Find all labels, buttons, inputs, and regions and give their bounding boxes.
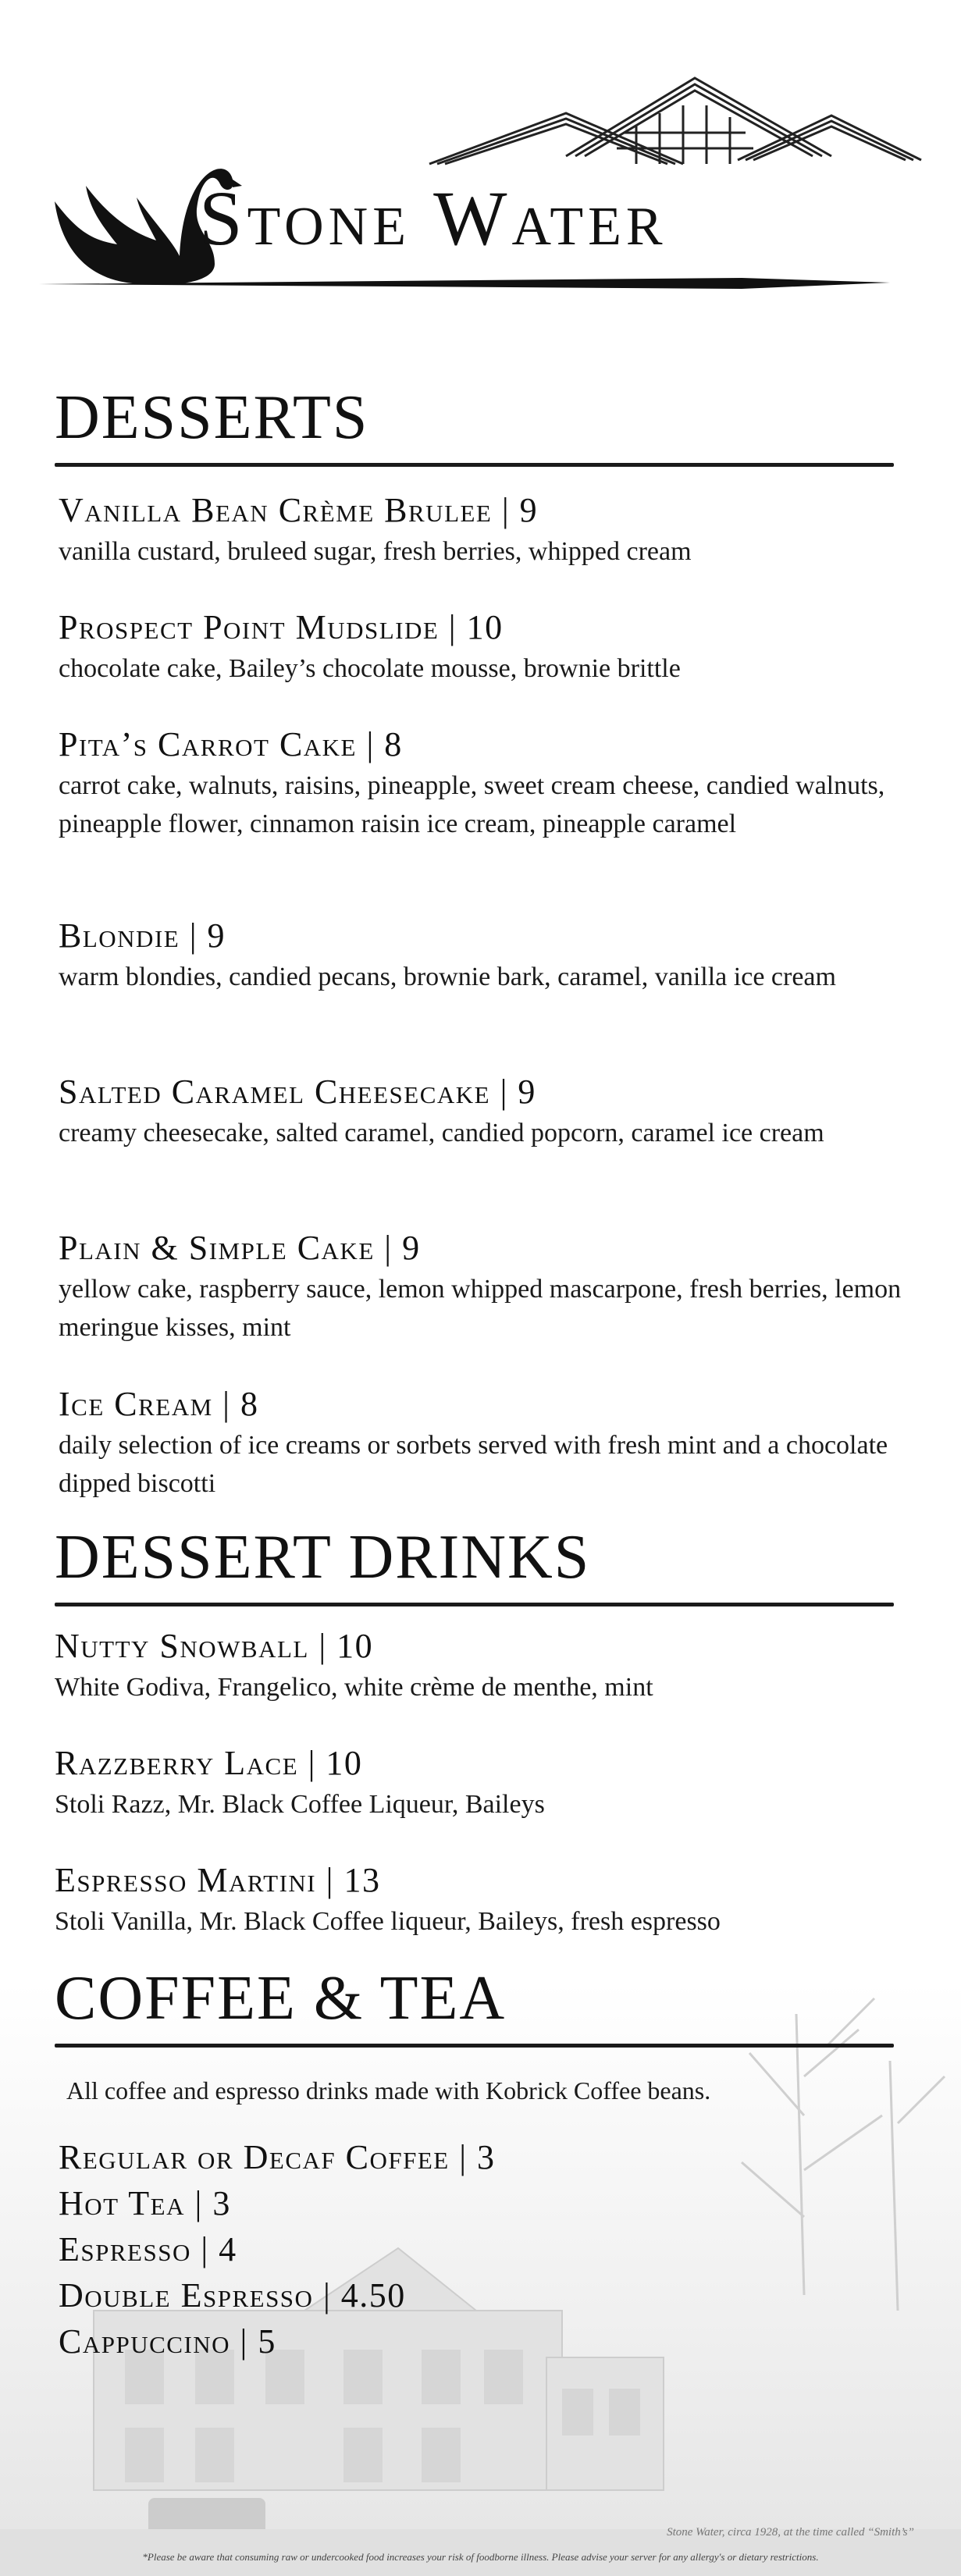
- item-description: chocolate cake, Bailey’s chocolate mousse, brownie brittle: [59, 654, 681, 684]
- item-name: Double Espresso | 4.50: [59, 2276, 406, 2314]
- coffee-tea-section: [55, 1964, 898, 2048]
- item-description: daily selection of ice creams or sorbets served with fresh mint and a chocolate dipped biscotti: [59, 1431, 888, 1499]
- coffee-note: All coffee and espresso drinks made with Kobrick Coffee beans.: [66, 2076, 711, 2105]
- section-title: DESSERT DRINKS: [55, 1523, 591, 1592]
- menu-item: [55, 1745, 929, 1823]
- logo: [31, 70, 929, 297]
- item-name: Plain & Simple Cake | 9: [59, 1229, 421, 1267]
- item-name: Ice Cream | 8: [59, 1385, 259, 1423]
- menu-item: [55, 1862, 929, 1941]
- logo-underline: [39, 275, 890, 292]
- section-divider: [55, 1603, 894, 1606]
- dessert-drinks-section: [55, 1523, 898, 1606]
- section-divider: [55, 2044, 894, 2048]
- section-title: COFFEE & TEA: [55, 1964, 507, 2033]
- mountain-roof-icon: [425, 70, 925, 172]
- food-safety-disclaimer: *Please be aware that consuming raw or undercooked food increases your risk of foodborne illness. Please advise your server for any allergy's or dietary restrictions.: [142, 2551, 819, 2563]
- desserts-section: [55, 383, 898, 467]
- item-name: Pita’s Carrot Cake | 8: [59, 725, 403, 763]
- brand-name: Stone Water: [199, 175, 667, 262]
- menu-item: [59, 492, 933, 571]
- item-name: Nutty Snowball | 10: [55, 1627, 374, 1665]
- item-name: Salted Caramel Cheesecake | 9: [59, 1073, 536, 1111]
- menu-item: [59, 1386, 933, 1503]
- menu-item: [59, 1229, 933, 1347]
- item-description: White Godiva, Frangelico, white crème de menthe, mint: [55, 1673, 653, 1703]
- item-name: Cappuccino | 5: [59, 2322, 276, 2361]
- item-name: Vanilla Bean Crème Brulee | 9: [59, 491, 539, 529]
- menu-item: [55, 1628, 929, 1706]
- item-name: Razzberry Lace | 10: [55, 1744, 363, 1782]
- item-description: carrot cake, walnuts, raisins, pineapple, sweet cream cheese, candied walnuts, pineapple flower, cinnamon raisin ice cream, pineapple caramel: [59, 771, 885, 839]
- section-divider: [55, 463, 894, 467]
- item-description: warm blondies, candied pecans, brownie bark, caramel, vanilla ice cream: [59, 962, 836, 992]
- menu-item: [59, 609, 933, 688]
- item-description: vanilla custard, bruleed sugar, fresh berries, whipped cream: [59, 537, 692, 567]
- item-description: Stoli Vanilla, Mr. Black Coffee liqueur, Baileys, fresh espresso: [55, 1907, 721, 1937]
- item-description: creamy cheesecake, salted caramel, candied popcorn, caramel ice cream: [59, 1119, 824, 1148]
- item-name: Prospect Point Mudslide | 10: [59, 608, 504, 646]
- item-name: Hot Tea | 3: [59, 2184, 231, 2222]
- section-title: DESSERTS: [55, 383, 369, 452]
- item-name: Espresso Martini | 13: [55, 1861, 381, 1899]
- item-name: Espresso | 4: [59, 2230, 237, 2268]
- menu-item: [59, 726, 933, 843]
- menu-item: [59, 917, 933, 996]
- item-name: Blondie | 9: [59, 916, 226, 955]
- menu-item: [59, 1073, 933, 1152]
- coffee-tea-list: [59, 2139, 496, 2369]
- item-name: Regular or Decaf Coffee | 3: [59, 2138, 496, 2176]
- item-description: yellow cake, raspberry sauce, lemon whipped mascarpone, fresh berries, lemon meringue kisses, mint: [59, 1275, 902, 1343]
- photo-caption: Stone Water, circa 1928, at the time called “Smith’s”: [667, 2526, 914, 2539]
- item-description: Stoli Razz, Mr. Black Coffee Liqueur, Baileys: [55, 1790, 545, 1820]
